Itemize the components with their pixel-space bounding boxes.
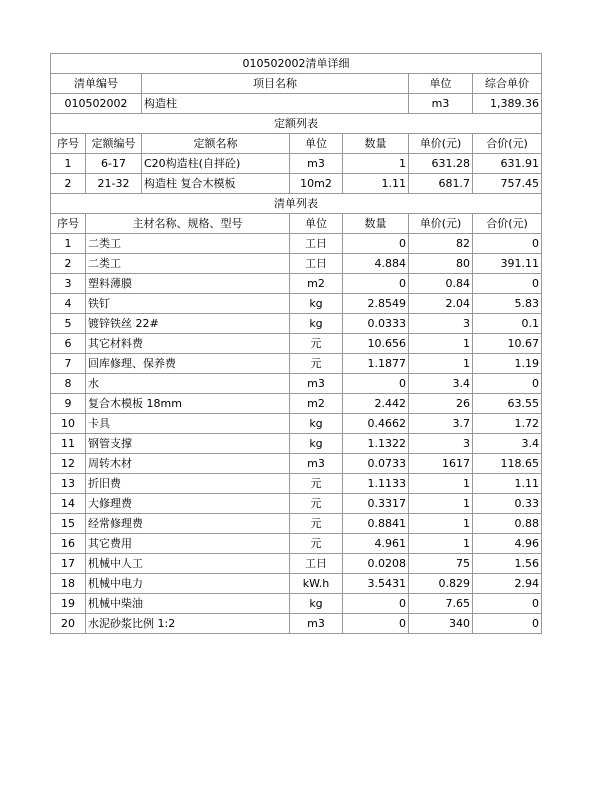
materials-cell-qty: 0 [343, 614, 409, 634]
materials-cell-index: 7 [51, 354, 86, 374]
materials-cell-qty: 0.0733 [343, 454, 409, 474]
table-row [51, 574, 542, 594]
materials-cell-index: 12 [51, 454, 86, 474]
materials-cell-name: 卡具 [86, 414, 290, 434]
materials-cell-unit: 元 [290, 334, 343, 354]
materials-cell-unit: kg [290, 594, 343, 614]
materials-cell-index: 5 [51, 314, 86, 334]
materials-cell-qty: 2.8549 [343, 294, 409, 314]
materials-cell-total: 0 [473, 234, 542, 254]
materials-cell-price: 0.84 [409, 274, 473, 294]
materials-cell-name: 其它材料费 [86, 334, 290, 354]
materials-header-row [51, 214, 542, 234]
materials-cell-qty: 10.656 [343, 334, 409, 354]
materials-cell-index: 3 [51, 274, 86, 294]
materials-cell-index: 1 [51, 234, 86, 254]
table-row [51, 454, 542, 474]
materials-cell-price: 1 [409, 514, 473, 534]
materials-cell-unit: 元 [290, 474, 343, 494]
materials-cell-index: 13 [51, 474, 86, 494]
materials-cell-price: 7.65 [409, 594, 473, 614]
quota-col-unit: 单位 [290, 134, 343, 154]
materials-cell-name: 其它费用 [86, 534, 290, 554]
materials-cell-unit: kg [290, 414, 343, 434]
quota-col-qty: 数量 [343, 134, 409, 154]
materials-cell-qty: 0 [343, 594, 409, 614]
table-row [51, 234, 542, 254]
materials-cell-unit: kg [290, 434, 343, 454]
materials-cell-qty: 0.8841 [343, 514, 409, 534]
materials-cell-index: 10 [51, 414, 86, 434]
table-row [51, 494, 542, 514]
table-row [51, 354, 542, 374]
materials-cell-unit: 工日 [290, 254, 343, 274]
table-row [51, 514, 542, 534]
materials-cell-index: 4 [51, 294, 86, 314]
materials-cell-unit: m3 [290, 614, 343, 634]
materials-cell-unit: 工日 [290, 234, 343, 254]
quota-cell-unit: 10m2 [290, 174, 343, 194]
materials-cell-unit: kW.h [290, 574, 343, 594]
materials-cell-price: 3 [409, 434, 473, 454]
materials-cell-price: 0.829 [409, 574, 473, 594]
materials-cell-total: 0 [473, 594, 542, 614]
materials-col-qty: 数量 [343, 214, 409, 234]
materials-cell-total: 3.4 [473, 434, 542, 454]
materials-cell-price: 1 [409, 474, 473, 494]
materials-cell-name: 复合木模板 18mm [86, 394, 290, 414]
bill-code: 010502002 [51, 94, 142, 114]
materials-cell-price: 1 [409, 494, 473, 514]
quota-cell-total: 757.45 [473, 174, 542, 194]
materials-cell-qty: 2.442 [343, 394, 409, 414]
materials-cell-unit: m2 [290, 274, 343, 294]
quota-cell-price: 681.7 [409, 174, 473, 194]
materials-cell-name: 周转木材 [86, 454, 290, 474]
bill-price: 1,389.36 [473, 94, 542, 114]
materials-cell-index: 11 [51, 434, 86, 454]
materials-cell-total: 0 [473, 374, 542, 394]
materials-cell-index: 8 [51, 374, 86, 394]
table-title: 010502002清单详细 [51, 54, 542, 74]
materials-cell-total: 0.88 [473, 514, 542, 534]
materials-cell-name: 水 [86, 374, 290, 394]
materials-cell-total: 4.96 [473, 534, 542, 554]
quota-col-code: 定额编号 [86, 134, 142, 154]
materials-cell-qty: 3.5431 [343, 574, 409, 594]
materials-cell-total: 118.65 [473, 454, 542, 474]
quota-header-row [51, 134, 542, 154]
materials-cell-qty: 0.4662 [343, 414, 409, 434]
table-row [51, 274, 542, 294]
materials-col-total: 合价(元) [473, 214, 542, 234]
materials-cell-price: 82 [409, 234, 473, 254]
quota-cell-qty: 1.11 [343, 174, 409, 194]
name-header: 项目名称 [142, 74, 409, 94]
quota-cell-total: 631.91 [473, 154, 542, 174]
materials-cell-qty: 0.0208 [343, 554, 409, 574]
quota-row [51, 154, 542, 174]
materials-cell-index: 2 [51, 254, 86, 274]
quota-cell-code: 6-17 [86, 154, 142, 174]
materials-cell-index: 14 [51, 494, 86, 514]
materials-cell-qty: 0.0333 [343, 314, 409, 334]
materials-cell-total: 0 [473, 614, 542, 634]
table-row [51, 534, 542, 554]
quota-cell-price: 631.28 [409, 154, 473, 174]
materials-cell-qty: 0 [343, 234, 409, 254]
table-row [51, 254, 542, 274]
materials-cell-unit: m2 [290, 394, 343, 414]
table-row [51, 334, 542, 354]
materials-cell-unit: 元 [290, 494, 343, 514]
materials-cell-price: 3.7 [409, 414, 473, 434]
quota-col-price: 单价(元) [409, 134, 473, 154]
materials-cell-name: 钢管支撑 [86, 434, 290, 454]
materials-cell-index: 6 [51, 334, 86, 354]
materials-cell-name: 折旧费 [86, 474, 290, 494]
materials-cell-price: 1 [409, 334, 473, 354]
materials-cell-qty: 4.961 [343, 534, 409, 554]
bill-unit: m3 [409, 94, 473, 114]
quota-col-index: 序号 [51, 134, 86, 154]
materials-cell-unit: 元 [290, 354, 343, 374]
materials-cell-price: 1 [409, 534, 473, 554]
materials-cell-name: 机械中柴油 [86, 594, 290, 614]
materials-cell-index: 18 [51, 574, 86, 594]
materials-section-title: 清单列表 [51, 194, 542, 214]
unit-header: 单位 [409, 74, 473, 94]
quota-cell-qty: 1 [343, 154, 409, 174]
materials-cell-total: 0.33 [473, 494, 542, 514]
table-row [51, 434, 542, 454]
table-row [51, 374, 542, 394]
materials-cell-qty: 0 [343, 274, 409, 294]
materials-cell-total: 63.55 [473, 394, 542, 414]
materials-cell-qty: 1.1322 [343, 434, 409, 454]
materials-cell-name: 回库修理、保养费 [86, 354, 290, 374]
quota-cell-index: 2 [51, 174, 86, 194]
materials-cell-price: 75 [409, 554, 473, 574]
materials-cell-price: 3.4 [409, 374, 473, 394]
materials-cell-qty: 0 [343, 374, 409, 394]
materials-cell-qty: 0.3317 [343, 494, 409, 514]
materials-cell-total: 1.72 [473, 414, 542, 434]
quota-col-name: 定额名称 [142, 134, 290, 154]
materials-cell-total: 5.83 [473, 294, 542, 314]
materials-cell-total: 1.19 [473, 354, 542, 374]
table-row [51, 294, 542, 314]
materials-cell-total: 0.1 [473, 314, 542, 334]
quota-row [51, 174, 542, 194]
materials-cell-name: 二类工 [86, 254, 290, 274]
bill-detail-table [50, 53, 542, 634]
quota-cell-code: 21-32 [86, 174, 142, 194]
materials-cell-unit: 元 [290, 534, 343, 554]
materials-cell-qty: 1.1133 [343, 474, 409, 494]
materials-cell-name: 铁钉 [86, 294, 290, 314]
quota-cell-name: C20构造柱(自拌砼) [142, 154, 290, 174]
materials-cell-unit: 元 [290, 514, 343, 534]
table-row [51, 594, 542, 614]
materials-col-index: 序号 [51, 214, 86, 234]
materials-cell-index: 19 [51, 594, 86, 614]
materials-cell-unit: kg [290, 294, 343, 314]
materials-cell-price: 26 [409, 394, 473, 414]
materials-cell-price: 1 [409, 354, 473, 374]
materials-cell-price: 2.04 [409, 294, 473, 314]
materials-cell-qty: 4.884 [343, 254, 409, 274]
materials-cell-index: 9 [51, 394, 86, 414]
table-row [51, 554, 542, 574]
table-row [51, 414, 542, 434]
materials-col-price: 单价(元) [409, 214, 473, 234]
materials-cell-index: 15 [51, 514, 86, 534]
materials-cell-total: 10.67 [473, 334, 542, 354]
materials-cell-total: 0 [473, 274, 542, 294]
quota-cell-unit: m3 [290, 154, 343, 174]
materials-cell-price: 340 [409, 614, 473, 634]
quota-col-total: 合价(元) [473, 134, 542, 154]
materials-cell-index: 16 [51, 534, 86, 554]
code-header: 清单编号 [51, 74, 142, 94]
bill-name: 构造柱 [142, 94, 409, 114]
materials-cell-name: 大修理费 [86, 494, 290, 514]
table-row [51, 394, 542, 414]
table-row [51, 474, 542, 494]
quota-cell-index: 1 [51, 154, 86, 174]
table-row [51, 314, 542, 334]
materials-cell-name: 经常修理费 [86, 514, 290, 534]
materials-col-unit: 单位 [290, 214, 343, 234]
materials-cell-unit: m3 [290, 374, 343, 394]
materials-cell-total: 2.94 [473, 574, 542, 594]
table-row [51, 614, 542, 634]
materials-cell-name: 镀锌铁丝 22# [86, 314, 290, 334]
materials-cell-name: 水泥砂浆比例 1:2 [86, 614, 290, 634]
materials-cell-total: 1.11 [473, 474, 542, 494]
materials-cell-price: 80 [409, 254, 473, 274]
materials-cell-unit: m3 [290, 454, 343, 474]
price-header: 综合单价 [473, 74, 542, 94]
quota-cell-name: 构造柱 复合木模板 [142, 174, 290, 194]
materials-cell-unit: kg [290, 314, 343, 334]
materials-cell-unit: 工日 [290, 554, 343, 574]
quota-section-title: 定额列表 [51, 114, 542, 134]
materials-cell-index: 20 [51, 614, 86, 634]
materials-cell-name: 机械中电力 [86, 574, 290, 594]
materials-cell-price: 1617 [409, 454, 473, 474]
materials-cell-total: 391.11 [473, 254, 542, 274]
materials-cell-name: 机械中人工 [86, 554, 290, 574]
materials-cell-name: 二类工 [86, 234, 290, 254]
materials-col-name: 主材名称、规格、型号 [86, 214, 290, 234]
materials-cell-name: 塑料薄膜 [86, 274, 290, 294]
materials-cell-index: 17 [51, 554, 86, 574]
materials-cell-price: 3 [409, 314, 473, 334]
materials-cell-total: 1.56 [473, 554, 542, 574]
materials-cell-qty: 1.1877 [343, 354, 409, 374]
